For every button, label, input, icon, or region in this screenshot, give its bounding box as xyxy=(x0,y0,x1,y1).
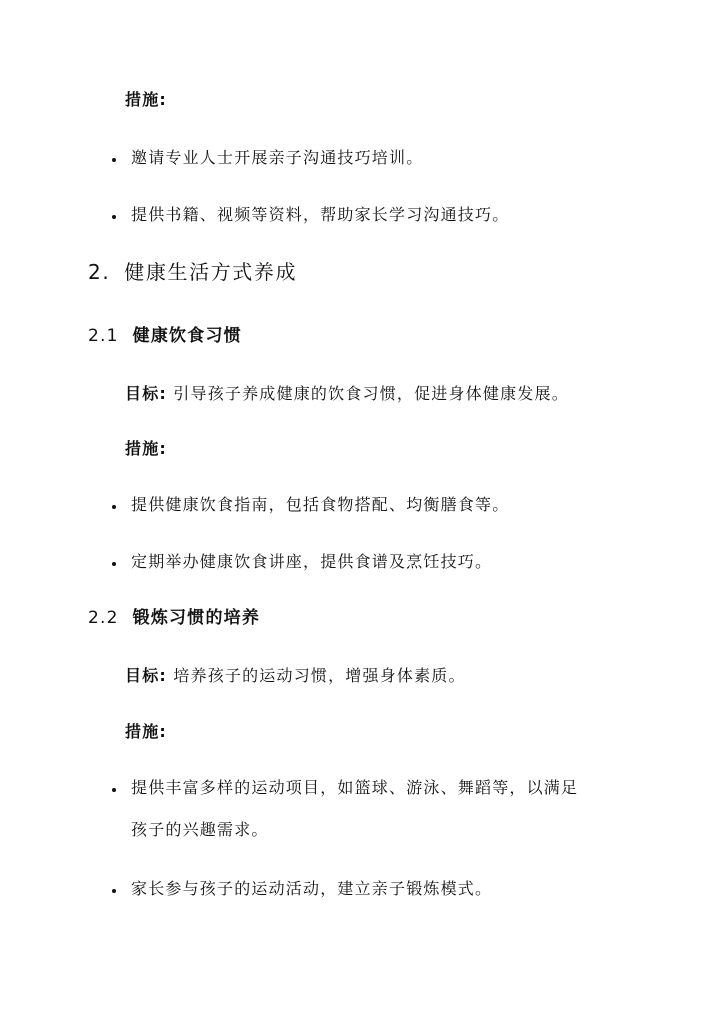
goal-text: 培养孩子的运动习惯，增强身体素质。 xyxy=(173,666,466,685)
goal-label: 目标: xyxy=(125,384,167,403)
subsection-title: 健康饮食习惯 xyxy=(132,326,242,346)
list-item: 定期举办健康饮食讲座，提供食谱及烹饪技巧。 xyxy=(131,552,493,571)
list-item: 提供丰富多样的运动项目，如篮球、游泳、舞蹈等，以满足 xyxy=(131,778,579,797)
goal-line xyxy=(125,383,569,405)
list-item: 邀请专业人士开展亲子沟通技巧培训。 xyxy=(131,148,424,167)
section-heading xyxy=(88,259,297,285)
goal-line xyxy=(125,665,466,687)
subsection-number: 2.1 xyxy=(88,326,119,346)
measures-label: 措施: xyxy=(125,90,167,109)
goal-label: 目标: xyxy=(125,666,167,685)
bullet-dot xyxy=(112,505,116,509)
section-title: 健康生活方式养成 xyxy=(124,260,298,284)
bullet-dot xyxy=(112,889,116,893)
bullet-dot xyxy=(112,562,116,566)
measures-label: 措施: xyxy=(125,722,167,741)
bullet-dot xyxy=(112,215,116,219)
list-item-continuation: 孩子的兴趣需求。 xyxy=(131,820,269,839)
bullet-dot xyxy=(112,788,116,792)
measures-label: 措施: xyxy=(125,439,167,458)
subsection-title: 锻炼习惯的培养 xyxy=(132,608,261,628)
goal-text: 引导孩子养成健康的饮食习惯，促进身体健康发展。 xyxy=(173,384,569,403)
list-item: 提供书籍、视频等资料，帮助家长学习沟通技巧。 xyxy=(131,205,510,224)
subsection-heading xyxy=(88,607,260,629)
list-item: 家长参与孩子的运动活动，建立亲子锻炼模式。 xyxy=(131,879,493,898)
section-number: 2. xyxy=(88,260,111,284)
list-item: 提供健康饮食指南，包括食物搭配、均衡膳食等。 xyxy=(131,495,510,514)
subsection-number: 2.2 xyxy=(88,608,119,628)
subsection-heading xyxy=(88,325,242,347)
bullet-dot xyxy=(112,158,116,162)
